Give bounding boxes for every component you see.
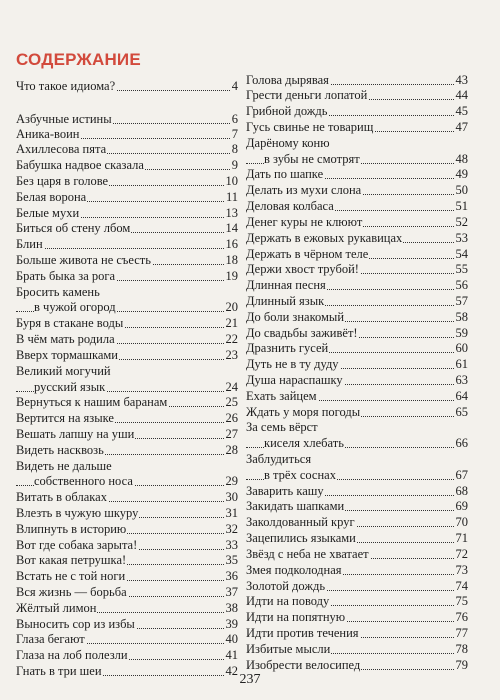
toc-entry-title: Грибной дождь [246, 104, 328, 118]
toc-entry-page: 78 [455, 642, 468, 656]
toc-entry [16, 252, 238, 268]
toc-entry-page: 69 [455, 499, 468, 513]
toc-entry-page: 28 [225, 443, 238, 457]
toc-entry [16, 220, 238, 236]
toc-entry [246, 87, 468, 103]
toc-entry-page: 30 [225, 490, 238, 504]
toc-entry-title: русский язык [34, 380, 106, 394]
toc-entry-title: Вертится на языке [16, 411, 114, 425]
toc-entry-title: в чужой огород [34, 300, 116, 314]
toc-entry [16, 331, 238, 347]
toc-entry-title: Заблудиться [246, 452, 312, 466]
toc-entry-title: Белые мухи [16, 206, 80, 220]
toc-entry [246, 246, 468, 262]
toc-entry-title: Ехать зайцем [246, 389, 317, 403]
toc-entry-title: Белая ворона [16, 190, 87, 204]
toc-entry [246, 198, 468, 214]
toc-entry [16, 205, 238, 221]
toc-entry [246, 578, 468, 594]
toc-entry-title: В чём мать родила [16, 332, 115, 346]
toc-entry-page: 14 [225, 221, 238, 235]
toc-entry-page: 63 [455, 373, 468, 387]
toc-entry-title: Ахиллесова пята [16, 142, 107, 156]
toc-entry-page: 13 [225, 206, 238, 220]
toc-entry-page: 32 [225, 522, 238, 536]
toc-entry [246, 514, 468, 530]
toc-entry-page: 38 [225, 601, 238, 615]
toc-entry [246, 356, 468, 372]
toc-entry-title: Глаза на лоб полезли [16, 648, 128, 662]
toc-entry [246, 483, 468, 499]
toc-entry-title: Вернуться к нашим баранам [16, 395, 168, 409]
toc-entry-title: Идти на поводу [246, 594, 330, 608]
toc-entry-page: 76 [455, 610, 468, 624]
toc-entry-title: Аника-воин [16, 127, 80, 141]
toc-entry [246, 404, 468, 420]
toc-entry [246, 641, 468, 657]
toc-entry-page: 60 [455, 341, 468, 355]
toc-entry-title: Ждать у моря погоды [246, 405, 361, 419]
toc-entry [16, 379, 238, 395]
toc-entry-title: Встать не с той ноги [16, 569, 126, 583]
toc-entry-title: Бабушка надвое сказала [16, 158, 144, 172]
toc-entry [246, 277, 468, 293]
toc-entry-page: 73 [455, 563, 468, 577]
toc-entry-page: 45 [455, 104, 468, 118]
toc-entry-title: Буря в стакане воды [16, 316, 124, 330]
toc-entry-title: Дразнить гусей [246, 341, 329, 355]
toc-entry-page: 59 [455, 326, 468, 340]
toc-entry [246, 388, 468, 404]
toc-entry [246, 230, 468, 246]
toc-entry [16, 78, 238, 94]
toc-entry-page: 67 [455, 468, 468, 482]
toc-entry-title: Азбучные истины [16, 112, 112, 126]
toc-entry-title: Держи хвост трубой! [246, 262, 359, 276]
toc-entry-title: Биться об стену лбом [16, 221, 131, 235]
toc-entry-page: 19 [225, 269, 238, 283]
toc-entry-title: Видеть насквозь [16, 443, 104, 457]
toc-entry-page: 53 [455, 231, 468, 245]
toc-entry-page: 50 [455, 183, 468, 197]
toc-entry-title: Выносить сор из избы [16, 617, 135, 631]
toc-entry-page: 11 [225, 190, 238, 204]
toc-entry [16, 126, 238, 142]
toc-entry [246, 309, 468, 325]
toc-entry [16, 157, 238, 173]
toc-entry [16, 442, 238, 458]
toc-entry-title: Грести деньги лопатой [246, 88, 368, 102]
toc-entry-page: 42 [225, 664, 238, 678]
toc-entry-title: Дуть не в ту дуду [246, 357, 339, 371]
toc-entry-page: 18 [225, 253, 238, 267]
toc-entry-title: Великий могучий [16, 364, 111, 378]
toc-entry-page: 6 [231, 112, 238, 126]
toc-entry-title: Голова дырявая [246, 73, 329, 87]
toc-entry-title: Длинная песня [246, 278, 326, 292]
toc-entry-title: Звёзд с неба не хватает [246, 547, 369, 561]
toc-entry [16, 568, 238, 584]
toc-entry-title: Идти на попятную [246, 610, 346, 624]
toc-entry-page: 70 [455, 515, 468, 529]
toc-entry-title: Витать в облаках [16, 490, 107, 504]
toc-entry-title: Закидать шапками [246, 499, 345, 513]
toc-entry-page: 40 [225, 632, 238, 646]
toc-entry-page: 54 [455, 247, 468, 261]
page-number: 237 [239, 672, 261, 687]
toc-entry-title: Длинный язык [246, 294, 325, 308]
toc-entry [16, 141, 238, 157]
toc-entry [246, 119, 468, 135]
toc-entry [16, 473, 238, 489]
toc-entry [16, 584, 238, 600]
toc-entry-page: 51 [455, 199, 468, 213]
toc-entry-title: Гнать в три шеи [16, 664, 102, 678]
toc-entry-title: Глаза бегают [16, 632, 85, 646]
toc-entry [246, 609, 468, 625]
toc-entry [16, 394, 238, 410]
toc-entry-title: Влезть в чужую шкуру [16, 506, 139, 520]
toc-entry [246, 372, 468, 388]
toc-entry-page: 64 [455, 389, 468, 403]
toc-entry-page: 35 [225, 553, 238, 567]
toc-entry [246, 546, 468, 562]
toc-entry-title: Гусь свинье не товарищ [246, 120, 374, 134]
toc-entry-title: Бросить камень [16, 285, 100, 299]
toc-entry [16, 600, 238, 616]
toc-entry [246, 293, 468, 309]
toc-entry-page: 79 [455, 658, 468, 672]
toc-entry-title: Вот где собака зарыта! [16, 538, 138, 552]
toc-entry-page: 52 [455, 215, 468, 229]
toc-entry [246, 214, 468, 230]
toc-entry-title: Вот какая петрушка! [16, 553, 127, 567]
toc-entry [246, 325, 468, 341]
toc-entry-page: 56 [455, 278, 468, 292]
toc-entry [16, 268, 238, 284]
toc-entry-title: Вверх тормашками [16, 348, 118, 362]
toc-entry [16, 299, 238, 315]
toc-entry-page: 25 [225, 395, 238, 409]
toc-entry-title: Деловая колбаса [246, 199, 334, 213]
toc-entry-page: 10 [225, 174, 238, 188]
toc-entry [246, 657, 468, 673]
toc-entry-page: 65 [455, 405, 468, 419]
toc-entry-title: в трёх соснах [264, 468, 336, 482]
toc-entry-page: 55 [455, 262, 468, 276]
toc-entry-page: 47 [455, 120, 468, 134]
toc-entry-page: 41 [225, 648, 238, 662]
toc-entry [16, 315, 238, 331]
toc-entry [16, 347, 238, 363]
toc-entry [16, 111, 238, 127]
toc-entry [16, 552, 238, 568]
toc-entry-page: 77 [455, 626, 468, 640]
toc-entry [246, 340, 468, 356]
toc-entry-title: Избитые мысли [246, 642, 331, 656]
dot-leader [16, 248, 238, 249]
toc-entry-title: Денег куры не клюют [246, 215, 363, 229]
toc-entry-page: 29 [225, 474, 238, 488]
toc-entry-title: Дать по шапке [246, 167, 324, 181]
toc-entry-title: Больше живота не съесть [16, 253, 151, 267]
toc-entry-page: 23 [225, 348, 238, 362]
toc-entry [246, 435, 468, 451]
toc-entry [246, 467, 468, 483]
toc-entry-page: 66 [455, 436, 468, 450]
toc-entry-title: в зубы не смотрят [264, 152, 360, 166]
toc-entry-title: Заколдованный круг [246, 515, 355, 529]
toc-entry-page: 57 [455, 294, 468, 308]
toc-entry-page: 20 [225, 300, 238, 314]
toc-entry [16, 521, 238, 537]
toc-entry [246, 498, 468, 514]
toc-entry [16, 489, 238, 505]
toc-entry [16, 410, 238, 426]
toc-entry-page: 49 [455, 167, 468, 181]
toc-entry [246, 166, 468, 182]
toc-entry-title: За семь вёрст [246, 420, 318, 434]
toc-entry-page: 24 [225, 380, 238, 394]
toc-entry [246, 530, 468, 546]
toc-entry [16, 426, 238, 442]
toc-entry [246, 593, 468, 609]
toc-entry-page: 22 [225, 332, 238, 346]
toc-entry [16, 505, 238, 521]
toc-entry-page: 7 [231, 127, 238, 141]
toc-entry-page: 36 [225, 569, 238, 583]
toc-entry [246, 182, 468, 198]
toc-entry [16, 189, 238, 205]
toc-entry-title: До боли знакомый [246, 310, 345, 324]
toc-entry [16, 173, 238, 189]
toc-entry-title: Жёлтый лимон [16, 601, 97, 615]
toc-entry-title: Душа нараспашку [246, 373, 343, 387]
toc-entry-title: киселя хлебать [264, 436, 344, 450]
toc-entry-page: 72 [455, 547, 468, 561]
toc-entry [16, 616, 238, 632]
toc-entry-title: Без царя в голове [16, 174, 109, 188]
toc-entry-title: Зацепились языками [246, 531, 356, 545]
toc-entry-page: 74 [455, 579, 468, 593]
toc-entry-title: Брать быка за рога [16, 269, 116, 283]
toc-entry-title: Держать в ежовых рукавицах [246, 231, 403, 245]
toc-entry-title: Блин [16, 237, 43, 251]
toc-entry [246, 103, 468, 119]
toc-entry-page: 37 [225, 585, 238, 599]
toc-entry-page: 44 [455, 88, 468, 102]
toc-entry [246, 72, 468, 88]
toc-entry-title: Заварить кашу [246, 484, 324, 498]
toc-entry-page: 71 [455, 531, 468, 545]
toc-entry [16, 236, 238, 252]
toc-entry-page: 16 [225, 237, 238, 251]
page-title: СОДЕРЖАНИЕ [16, 50, 141, 69]
toc-entry [16, 631, 238, 647]
toc-entry-page: 27 [225, 427, 238, 441]
toc-entry-title: Змея подколодная [246, 563, 342, 577]
toc-entry-title: Видеть не дальше [16, 459, 112, 473]
toc-entry-page: 61 [455, 357, 468, 371]
toc-entry-title: Вешать лапшу на уши [16, 427, 135, 441]
toc-entry [246, 625, 468, 641]
toc-entry-page: 21 [225, 316, 238, 330]
toc-entry-title: Влипнуть в историю [16, 522, 127, 536]
toc-entry-page: 31 [225, 506, 238, 520]
toc-entry-title: Изобрести велосипед [246, 658, 361, 672]
toc-entry-page: 9 [231, 158, 238, 172]
toc-entry-page: 48 [455, 152, 468, 166]
toc-entry-title: До свадьбы заживёт! [246, 326, 358, 340]
toc-entry-page: 68 [455, 484, 468, 498]
toc-entry-page: 33 [225, 538, 238, 552]
toc-entry [16, 647, 238, 663]
toc-entry-page: 4 [231, 79, 238, 93]
toc-entry-page: 8 [231, 142, 238, 156]
toc-entry-page: 26 [225, 411, 238, 425]
toc-entry-title: собственного носа [34, 474, 133, 488]
toc-entry-page: 58 [455, 310, 468, 324]
toc-entry-title: Золотой дождь [246, 579, 326, 593]
toc-entry-title: Вся жизнь — борьба [16, 585, 127, 599]
toc-entry [16, 537, 238, 553]
toc-entry [246, 562, 468, 578]
toc-entry [246, 151, 468, 167]
toc-entry-title: Что такое идиома? [16, 79, 116, 93]
toc-entry-page: 43 [455, 73, 468, 87]
toc-entry [246, 261, 468, 277]
toc-entry-title: Делать из мухи слона [246, 183, 362, 197]
toc-entry-title: Дарёному коню [246, 136, 330, 150]
toc-entry-title: Держать в чёрном теле [246, 247, 369, 261]
toc-entry-title: Идти против течения [246, 626, 359, 640]
toc-entry-page: 75 [455, 594, 468, 608]
toc-entry-page: 39 [225, 617, 238, 631]
